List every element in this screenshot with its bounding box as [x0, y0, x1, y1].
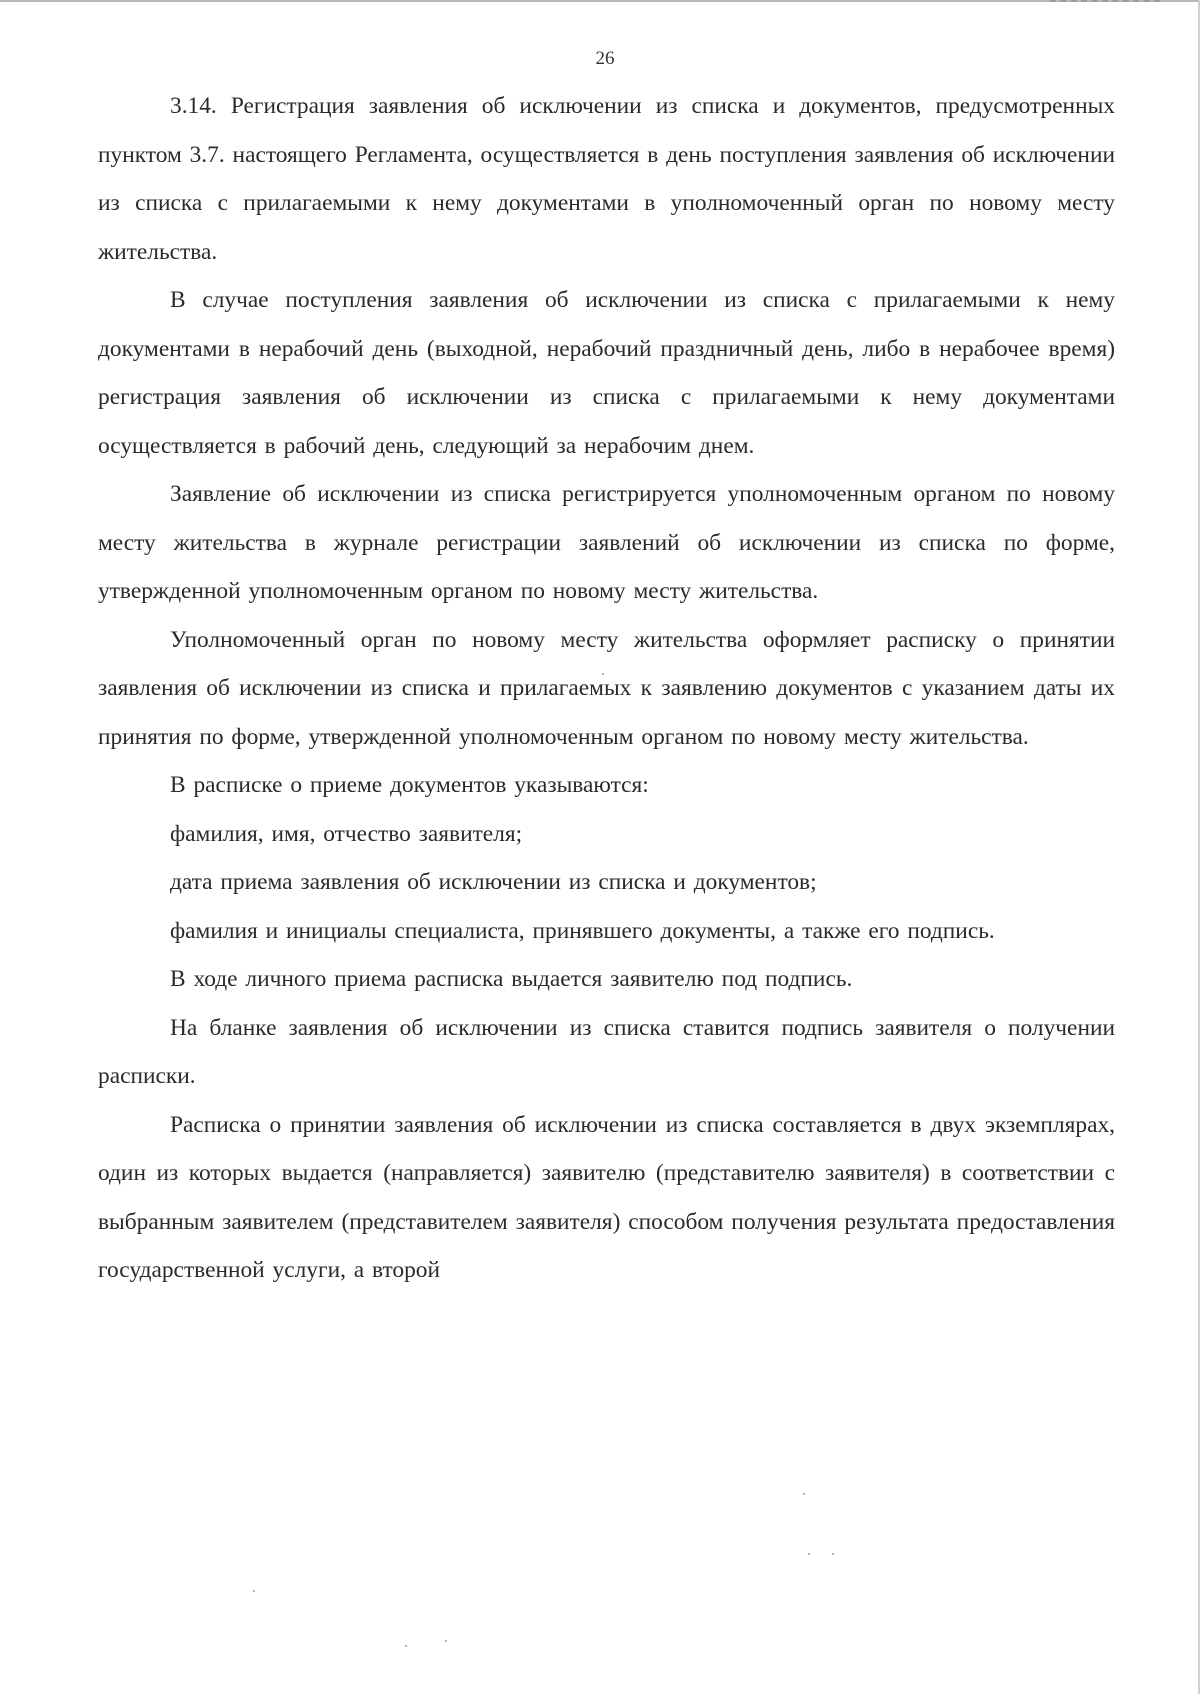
document-body: [98, 82, 1115, 1295]
scan-speck: [803, 1493, 805, 1495]
paragraph-two-copies: Расписка о принятии заявления об исключении из списка составляется в двух экземплярах, один из которых выдается (направляется) заявителю (представителю заявителя) в соответствии с выбранным заявителем (представителем заявителя) способом получения результата предоставления государственной услуги, а второй: [98, 1111, 1115, 1283]
paragraph-form-signature: На бланке заявления об исключении из списка ставится подпись заявителя о получении расписки.: [98, 1014, 1115, 1089]
list-item-applicant-name: фамилия, имя, отчество заявителя;: [170, 820, 523, 847]
scan-speck: [832, 1553, 834, 1555]
scan-speck: [808, 1553, 810, 1555]
list-item-specialist: фамилия и инициалы специалиста, принявшего документы, а также его подпись.: [170, 917, 995, 944]
scan-corner-mark: [1050, 0, 1160, 6]
paragraph-registration-journal: Заявление об исключении из списка регистрируется уполномоченным органом по новому месту жительства в журнале регистрации заявлений об исключении из списка по форме, утвержденной уполномоченным органом по новому месту жительства.: [98, 481, 1115, 604]
scan-border-top: [0, 0, 1200, 2]
page-number: 26: [595, 48, 615, 69]
paragraph-personal-reception: В ходе личного приема расписка выдается заявителю под подпись.: [170, 966, 853, 992]
scan-speck: [405, 1645, 407, 1647]
paragraph-3-14: 3.14. Регистрация заявления об исключении из списка и документов, предусмотренных пунктом 3.7. настоящего Регламента, осуществляется в день поступления заявления об исключении из списка с прилагаемыми к нему документами в уполномоченный орган по новому месту жительства.: [98, 93, 1115, 265]
scan-speck: [602, 673, 604, 675]
scan-speck: [445, 1640, 447, 1642]
paragraph-receipt-contents: В расписке о приеме документов указываются:: [170, 772, 649, 798]
paragraph-receipt: Уполномоченный орган по новому месту жительства оформляет расписку о принятии заявления об исключении из списка и прилагаемых к заявлению документов с указанием даты их принятия по форме, утвержденной уполномоченным органом по новому месту жительства.: [98, 626, 1115, 750]
scan-speck: [253, 1590, 255, 1592]
paragraph-non-working-day: В случае поступления заявления об исключении из списка с прилагаемыми к нему документами в нерабочий день (выходной, нерабочий праздничный день, либо в нерабочее время) регистрация заявления об исключении из списка с прилагаемыми к нему документами осуществляется в рабочий день, следующий за нерабочим днем.: [98, 287, 1115, 459]
list-item-receipt-date: дата приема заявления об исключении из списка и документов;: [170, 869, 817, 895]
